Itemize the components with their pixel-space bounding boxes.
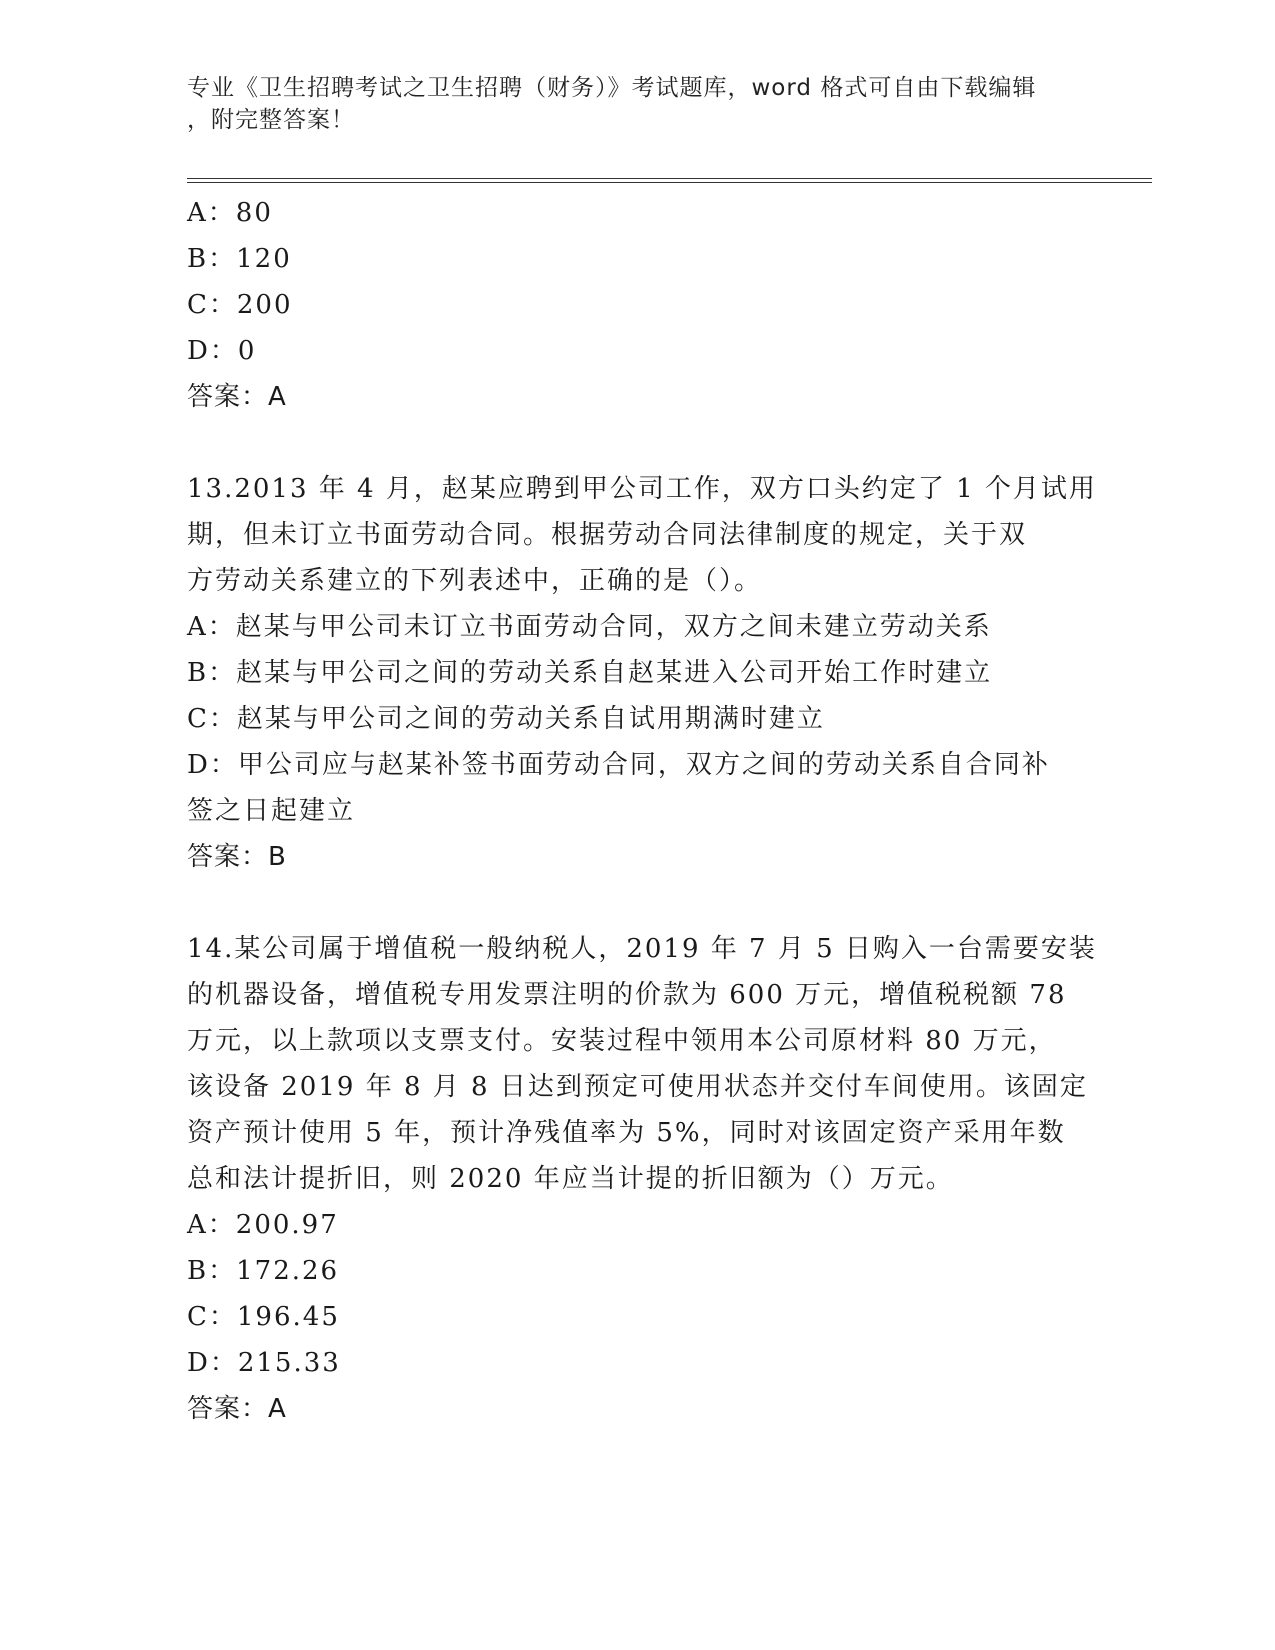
q13-option-b: B：赵某与甲公司之间的劳动关系自赵某进入公司开始工作时建立 <box>187 658 993 688</box>
q14-stem-line-2: 的机器设备，增值税专用发票注明的价款为 600 万元，增值税税额 78 <box>187 980 1067 1010</box>
q13-stem-line-1: 13.2013 年 4 月，赵某应聘到甲公司工作，双方口头约定了 1 个月试用 <box>187 474 1097 504</box>
question-14-block <box>187 926 1097 1432</box>
header-line-2: ，附完整答案！ <box>187 107 355 133</box>
question-13-block <box>187 466 1097 880</box>
q14-option-c: C：196.45 <box>187 1302 340 1332</box>
q12-option-b: B：120 <box>187 244 292 274</box>
question-content <box>187 190 1097 1432</box>
q13-option-d-line-2: 签之日起建立 <box>187 796 356 826</box>
header-divider <box>187 178 1152 183</box>
q13-stem-line-2: 期，但未订立书面劳动合同。根据劳动合同法律制度的规定，关于双 <box>187 520 1028 550</box>
spacer <box>187 880 1087 926</box>
header-line-1: 专业《卫生招聘考试之卫生招聘（财务）》考试题库，word 格式可自由下载编辑 <box>187 75 1037 101</box>
q14-stem-line-4: 该设备 2019 年 8 月 8 日达到预定可使用状态并交付车间使用。该固定 <box>187 1072 1088 1102</box>
q12-answer: 答案：A <box>187 382 287 412</box>
q14-option-d: D：215.33 <box>187 1348 341 1378</box>
spacer <box>187 420 1087 466</box>
q12-option-a: A：80 <box>187 198 273 228</box>
document-header <box>187 72 1067 136</box>
q12-option-d: D：0 <box>187 336 257 366</box>
q13-option-a: A：赵某与甲公司未订立书面劳动合同，双方之间未建立劳动关系 <box>187 612 992 642</box>
q13-option-d-line-1: D：甲公司应与赵某补签书面劳动合同，双方之间的劳动关系自合同补 <box>187 750 1050 780</box>
q13-option-c: C：赵某与甲公司之间的劳动关系自试用期满时建立 <box>187 704 825 734</box>
q14-stem-line-5: 资产预计使用 5 年，预计净残值率为 5%，同时对该固定资产采用年数 <box>187 1118 1066 1148</box>
q14-option-b: B：172.26 <box>187 1256 340 1286</box>
q14-stem-line-6: 总和法计提折旧，则 2020 年应当计提的折旧额为（）万元。 <box>187 1164 954 1194</box>
q13-stem-line-3: 方劳动关系建立的下列表述中，正确的是（）。 <box>187 566 763 596</box>
q14-option-a: A：200.97 <box>187 1210 339 1240</box>
q12-option-c: C：200 <box>187 290 293 320</box>
q14-stem-line-1: 14.某公司属于增值税一般纳税人，2019 年 7 月 5 日购入一台需要安装 <box>187 934 1097 964</box>
question-12-block <box>187 190 1087 420</box>
q14-answer: 答案：A <box>187 1394 287 1424</box>
q14-stem-line-3: 万元，以上款项以支票支付。安装过程中领用本公司原材料 80 万元， <box>187 1026 1057 1056</box>
q13-answer: 答案：B <box>187 842 287 872</box>
